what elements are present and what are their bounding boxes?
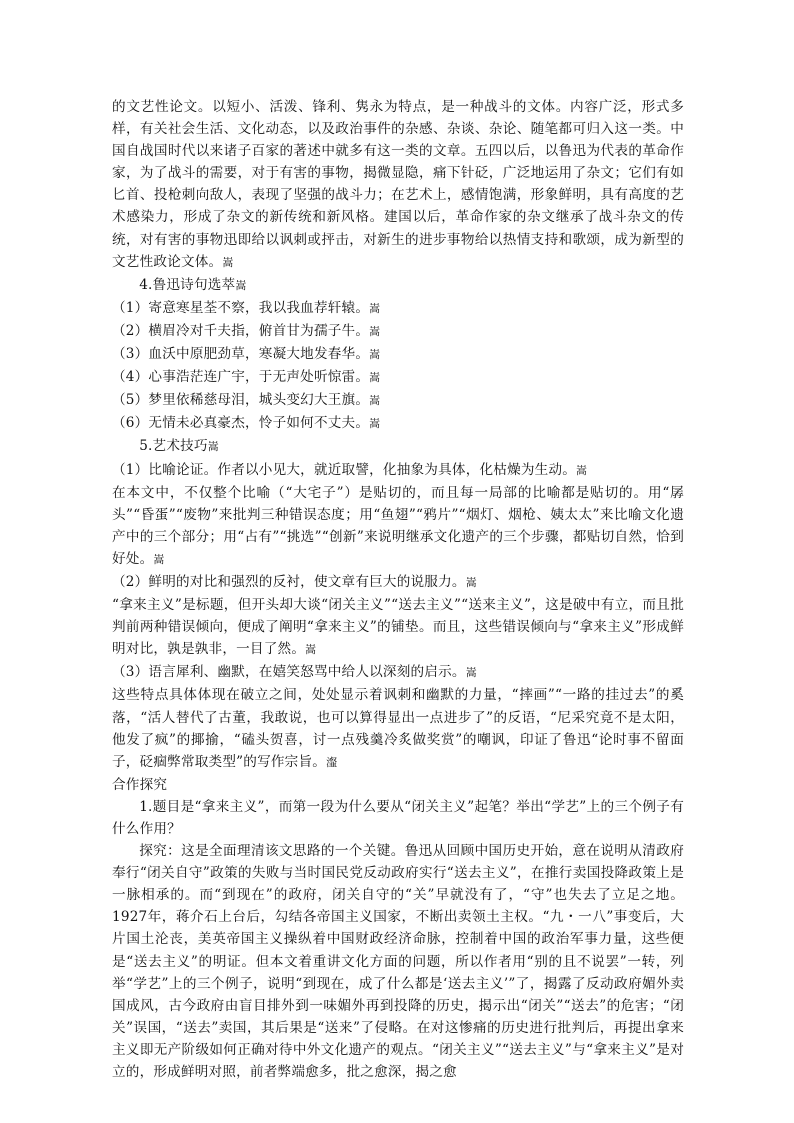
poem-line: （4）心事浩茫连广宇，于无声处听惊雷。嵩 [112,369,381,386]
stray-glyph: 嵩 [305,643,317,657]
stray-glyph: 嵩 [465,666,477,680]
stray-glyph: 嵩 [369,394,381,408]
technique-explanation: “拿来主义”是标题，但开头却大谈“闭关主义”“送去主义”“送来主义”，这是破中有立，而且批判前两种错误倾向，便成了阐明“拿来主义”的铺垫。而且，这些错误倾向与“拿来主义”形成鲜明对比，孰是孰非，一目了然。嵩 [112,597,684,658]
stray-glyph: 嵩 [222,255,234,269]
stray-glyph: 嵩 [576,463,588,477]
stray-glyph: 嵩 [153,552,165,566]
section-heading-techniques: 5.艺术技巧嵩 [139,438,219,455]
stray-glyph: 嵩 [465,575,477,589]
technique-explanation: 这些特点具体体现在破立之间，处处显示着讽刺和幽默的力量，“摔画”“一路的挂过去”的奚落，“活人替代了古董，我敢说，也可以算得显出一点进步了”的反语，“尼采究竟不是太阳，他发了疯”的揶揄，“磕头贺喜，讨一点残羹冷炙做奖赏”的嘲讽，印证了鲁迅“论时事不留面子，砭痼弊常取类型”的写作宗旨。瀣 [112,687,684,770]
paragraph-zawen-definition: 的文艺性论文。以短小、活泼、锋利、隽永为特点，是一种战斗的文体。内容广泛，形式多样，有关社会生活、文化动态，以及政治事件的杂感、杂谈、杂论、随笔都可归入这一类。中国自战国时代以来诸子百家的著述中就多有这一类的文章。五四以后，以鲁迅为代表的革命作家，为了战斗的需要，对于有害的事物，揭微显隐，痛下针砭，广泛地运用了杂文；它们有如匕首、投枪刺向敌人，表现了坚强的战斗力；在艺术上，感情饱满，形象鲜明，具有高度的艺术感染力，形成了杂文的新传统和新风格。建国以后，革命作家的杂文继承了战斗杂文的传统，对有害的事物迅即给以讽刺或抨击，对新生的进步事物给以热情支持和歌颂，成为新型的文艺性政论文体。嵩 [112,99,684,270]
section-heading-poems: 4.鲁迅诗句选萃嵩 [139,276,247,293]
poem-line: （2）横眉冷对千夫指，俯首甘为孺子牛。嵩 [112,322,381,339]
stray-glyph: 嵩 [369,371,381,385]
poem-line: （6）无情未必真豪杰，怜子如何不丈夫。嵩 [112,415,381,432]
stray-glyph: 嵩 [369,348,381,362]
stray-glyph: 瀣 [326,755,338,769]
technique-item: （1）比喻论证。作者以小见大，就近取譬，化抽象为具体，化枯燥为生动。嵩 [112,461,588,478]
stray-glyph: 嵩 [207,440,219,454]
stray-glyph: 嵩 [369,417,381,431]
inquiry-question: 1.题目是“拿来主义”，而第一段为什么要从“闭关主义”起笔？举出“学艺”上的三个例子有什么作用？ [112,798,684,837]
section-heading-cooperative-inquiry: 合作探究 [112,776,168,793]
poem-line: （1）寄意寒星荃不察，我以我血荐轩辕。嵩 [112,299,381,316]
poem-line: （3）血沃中原肥劲草，寒凝大地发春华。嵩 [112,346,381,363]
inquiry-answer: 探究：这是全面理清该文思路的一个关键。鲁迅从回顾中国历史开始，意在说明从清政府奉行“闭关自守”政策的失败与当时国民党反动政府实行“送去主义”，在推行卖国投降政策上是一脉相承的。而“到现在”的政府，闭关自守的“关”早就没有了，“守”也失去了立足之地。1927年，蒋介石上台后，勾结各帝国主义国家，不断出卖领土主权。“九・一八”事变后，大片国土沦丧，美英帝国主义操纵着中国财政经济命脉，控制着中国的政治军事力量，这些便是“送去主义”的明证。但本文着重讲文化方面的问题，所以作者用“别的且不说罢”一转，列举“学艺”上的三个例子，说明“到现在，成了什么都是‘送去主义’”了，揭露了反动政府媚外卖国成风，古今政府由盲目排外到一味媚外再到投降的历史，揭示出“闭关”“送去”的危害；“闭关”误国，“送去”卖国，其后果是“送来”了侵略。在对这惨痛的历史进行批判后，再提出拿来主义即无产阶级如何正确对待中外文化遗产的观点。“闭关主义”“送去主义”与“拿来主义”是对立的，形成鲜明对照，前者弊端愈多，批之愈深，揭之愈 [112,843,684,1081]
technique-explanation: 在本文中，不仅整个比喻（“大宅子”）是贴切的，而且每一局部的比喻都是贴切的。用“孱头”“昏蛋”“废物”来批判三种错误态度；用“鱼翅”“鸦片”“烟灯、烟枪、姨太太”来比喻文化遗产中的三个部分；用“占有”“挑选”“创新”来说明继承文化遗产的三个步骤，都贴切自然，恰到好处。嵩 [112,484,684,567]
stray-glyph: 嵩 [369,324,381,338]
technique-item: （2）鲜明的对比和强烈的反衬，使文章有巨大的说服力。嵩 [112,573,477,590]
document-page [112,96,684,1083]
stray-glyph: 嵩 [369,301,381,315]
technique-item: （3）语言犀利、幽默，在嬉笑怒骂中给人以深刻的启示。嵩 [112,664,477,681]
poem-line: （5）梦里依稀慈母泪，城头变幻大王旗。嵩 [112,392,381,409]
stray-glyph: 嵩 [235,278,247,292]
